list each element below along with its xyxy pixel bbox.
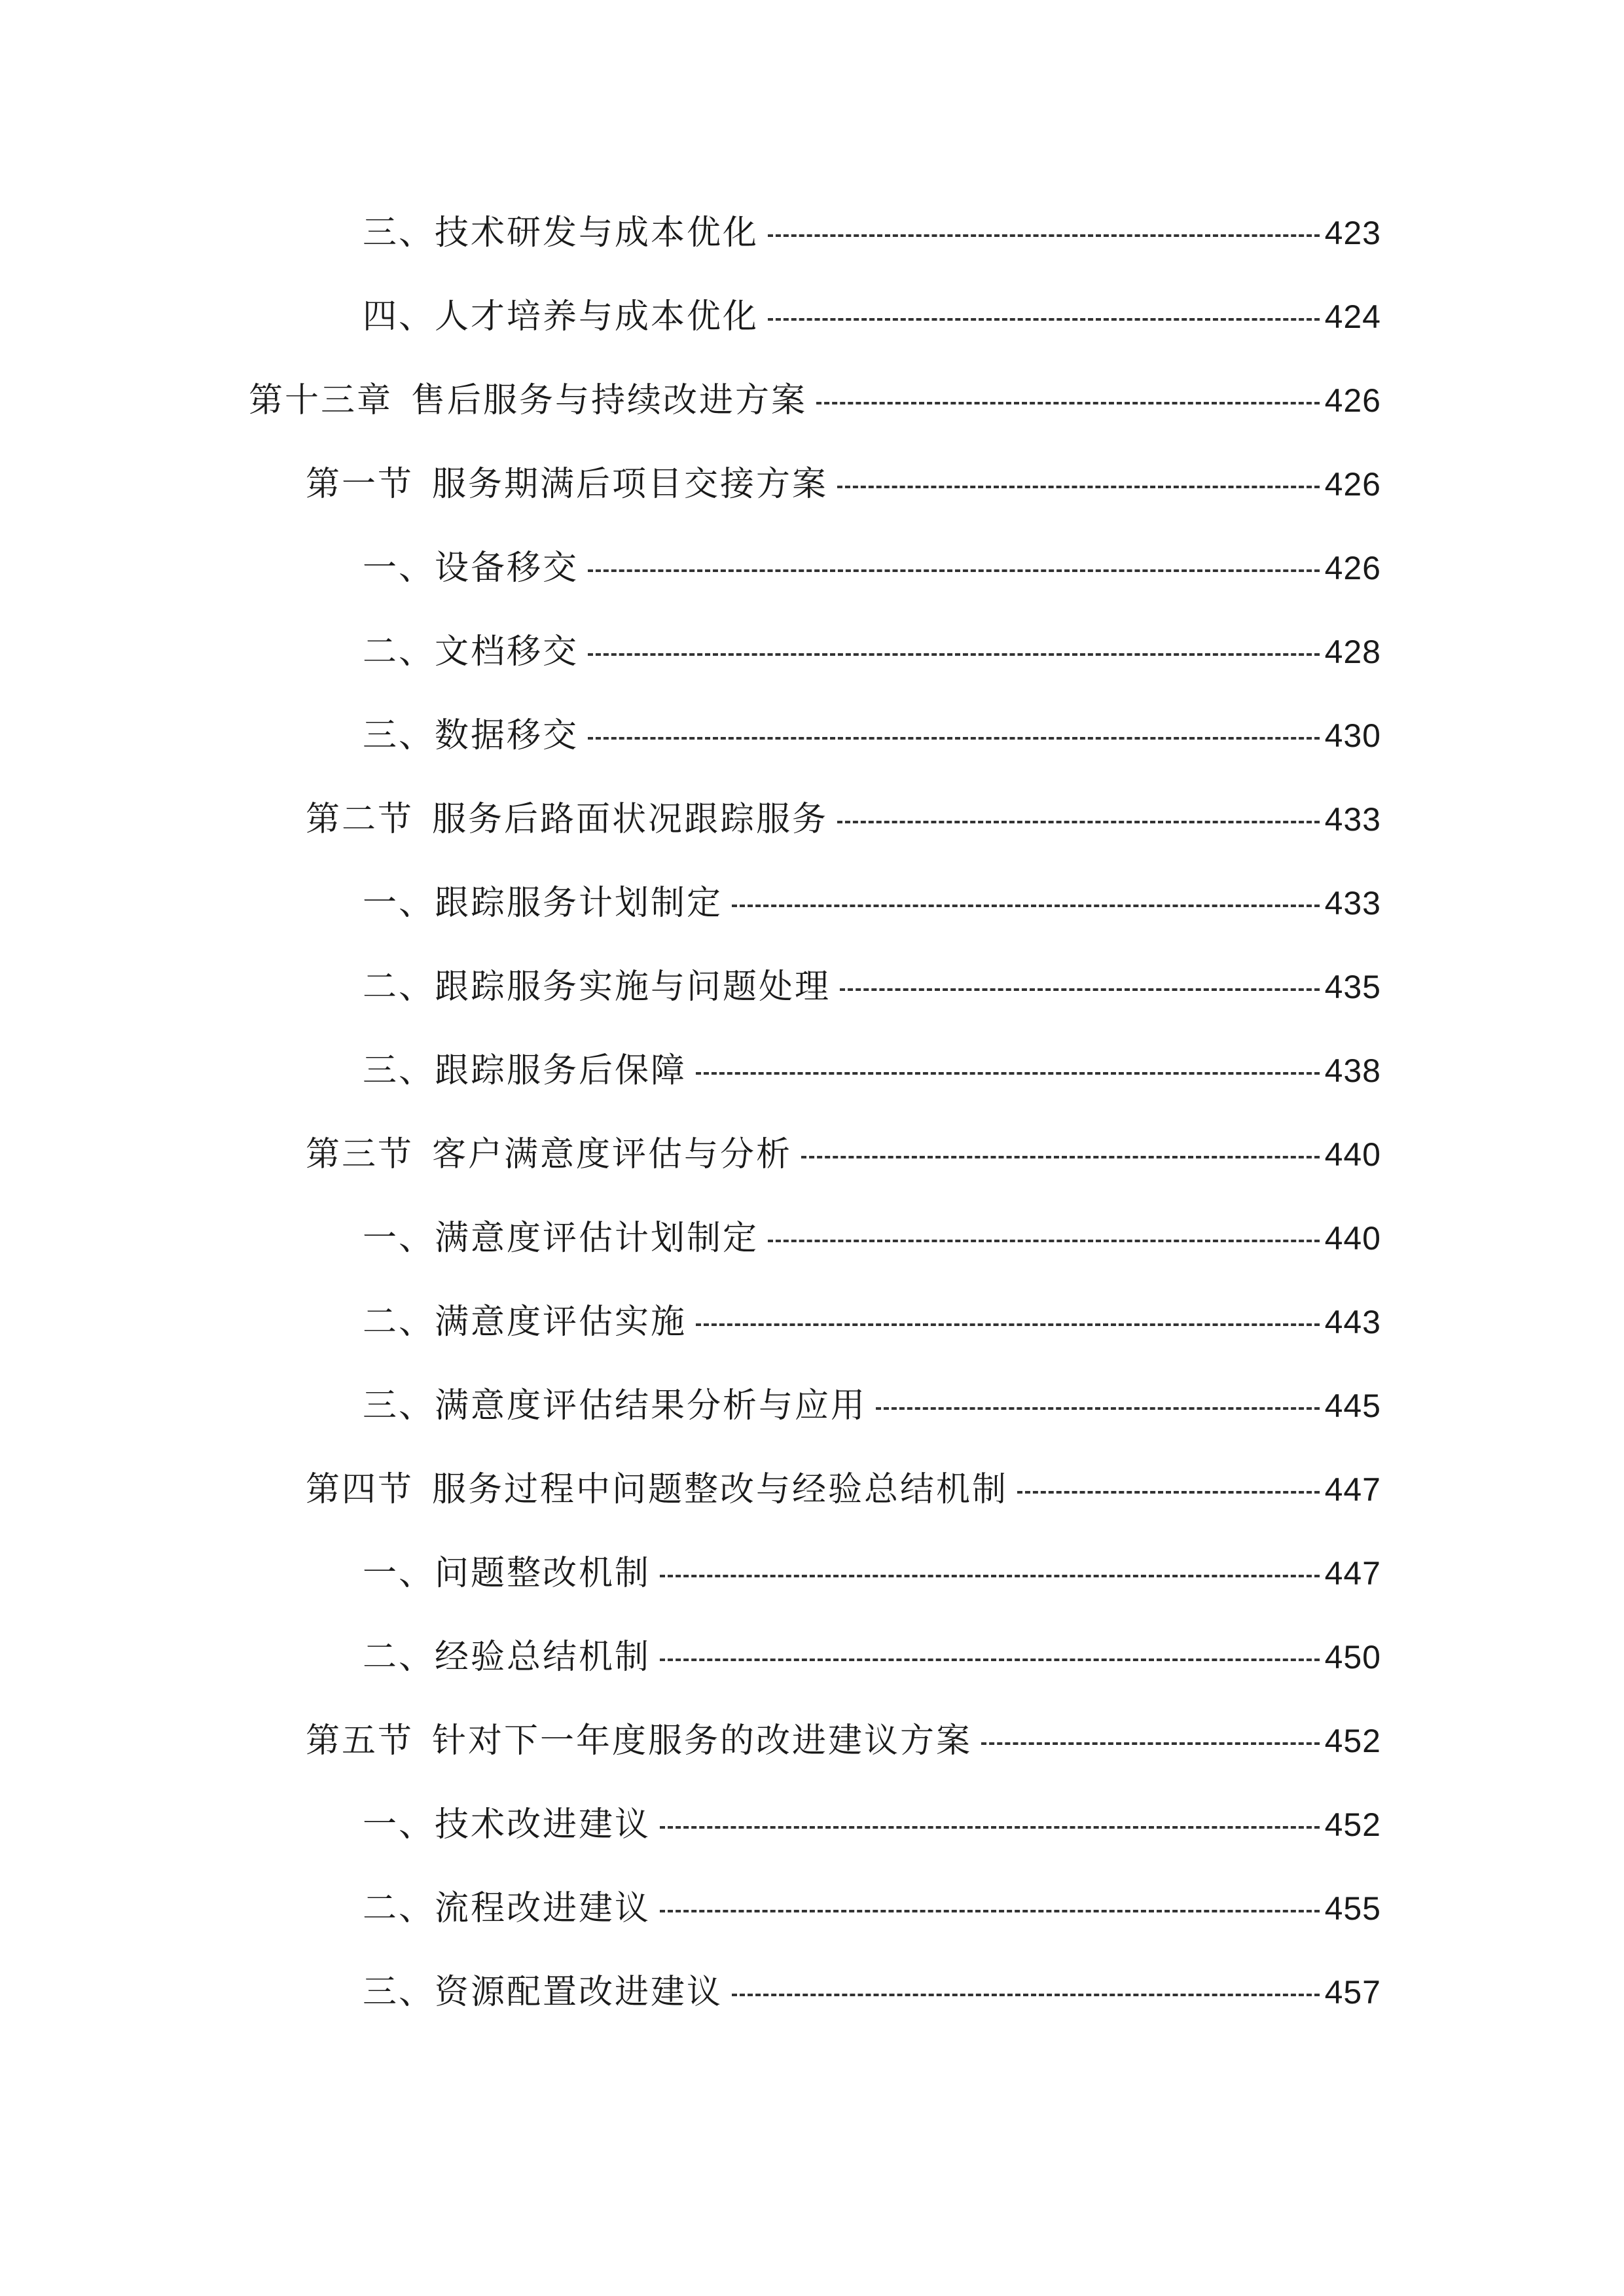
toc-dot-leader bbox=[660, 1659, 1320, 1661]
toc-entry-text: 跟踪服务后保障 bbox=[435, 1051, 687, 1090]
toc-entry-title bbox=[363, 1542, 651, 1605]
toc-entry-title bbox=[363, 1207, 759, 1270]
toc-entry-title bbox=[363, 1877, 651, 1940]
toc-entry-text: 服务后路面状况跟踪服务 bbox=[432, 800, 829, 839]
toc-dot-leader bbox=[588, 653, 1320, 656]
toc-entry-prefix: 一、 bbox=[363, 1805, 435, 1844]
toc-page-number: 430 bbox=[1324, 717, 1381, 754]
toc-entry-section[interactable] bbox=[306, 1123, 1381, 1186]
toc-entry-title bbox=[306, 453, 828, 516]
toc-page-number: 426 bbox=[1324, 382, 1381, 419]
toc-entry-prefix: 一、 bbox=[363, 1554, 435, 1593]
toc-entry-prefix: 四、 bbox=[363, 297, 435, 336]
toc-entry-text: 满意度评估结果分析与应用 bbox=[435, 1386, 867, 1426]
toc-entry[interactable] bbox=[363, 537, 1381, 600]
toc-dot-leader bbox=[837, 821, 1320, 823]
toc-entry-section[interactable] bbox=[306, 1710, 1381, 1772]
toc-entry-title bbox=[363, 537, 579, 600]
toc-entry-prefix: 一、 bbox=[363, 548, 435, 588]
toc-dot-leader bbox=[732, 905, 1320, 907]
toc-entry-section[interactable] bbox=[306, 788, 1381, 851]
toc-dot-leader bbox=[768, 1240, 1320, 1242]
toc-page-number: 447 bbox=[1324, 1555, 1381, 1592]
toc-dot-leader bbox=[837, 486, 1320, 488]
toc-dot-leader bbox=[588, 569, 1320, 572]
toc-entry-prefix: 二、 bbox=[363, 1302, 435, 1342]
toc-entry[interactable] bbox=[363, 704, 1381, 767]
toc-dot-leader bbox=[816, 402, 1320, 404]
toc-entry-section[interactable] bbox=[306, 1458, 1381, 1521]
toc-entry-title bbox=[363, 285, 759, 348]
toc-entry-chapter[interactable] bbox=[249, 369, 1381, 432]
toc-entry-prefix: 二、 bbox=[363, 967, 435, 1007]
toc-page-number: 438 bbox=[1324, 1052, 1381, 1089]
toc-entry[interactable] bbox=[363, 285, 1381, 348]
toc-entry-prefix: 第一节 bbox=[306, 465, 414, 504]
toc-entry[interactable] bbox=[363, 872, 1381, 935]
toc-page-number: 457 bbox=[1324, 1974, 1381, 2011]
toc-page-number: 433 bbox=[1324, 801, 1381, 838]
toc-dot-leader bbox=[660, 1910, 1320, 1912]
toc-entry-prefix: 第五节 bbox=[306, 1721, 414, 1761]
toc-entry-title bbox=[306, 1458, 1008, 1521]
toc-entry-text: 问题整改机制 bbox=[435, 1554, 651, 1593]
toc-entry-title bbox=[363, 1961, 723, 2024]
toc-page-number: 435 bbox=[1324, 969, 1381, 1005]
toc-page-number: 433 bbox=[1324, 885, 1381, 922]
toc-entry-title bbox=[306, 788, 828, 851]
toc-entry-text: 跟踪服务计划制定 bbox=[435, 884, 723, 923]
toc-entry[interactable] bbox=[363, 1207, 1381, 1270]
toc-entry-prefix: 一、 bbox=[363, 1219, 435, 1258]
toc-dot-leader bbox=[588, 737, 1320, 740]
toc-dot-leader bbox=[696, 1323, 1320, 1326]
toc-entry-title bbox=[363, 1626, 651, 1689]
toc-entry[interactable] bbox=[363, 1039, 1381, 1102]
toc-entry-text: 技术改进建议 bbox=[435, 1805, 651, 1844]
toc-dot-leader bbox=[768, 234, 1320, 237]
toc-entry-prefix: 二、 bbox=[363, 632, 435, 672]
toc-entry-prefix: 二、 bbox=[363, 1638, 435, 1677]
toc-page-number: 455 bbox=[1324, 1890, 1381, 1927]
toc-entry-text: 满意度评估计划制定 bbox=[435, 1219, 759, 1258]
toc-entry-prefix: 第四节 bbox=[306, 1470, 414, 1509]
toc-dot-leader bbox=[768, 318, 1320, 321]
toc-dot-leader bbox=[660, 1575, 1320, 1577]
toc-page-number: 424 bbox=[1324, 298, 1381, 335]
toc-page-number: 440 bbox=[1324, 1136, 1381, 1173]
toc-dot-leader bbox=[696, 1072, 1320, 1075]
toc-page-number: 423 bbox=[1324, 215, 1381, 251]
toc-entry-prefix: 三、 bbox=[363, 1051, 435, 1090]
toc-entry[interactable] bbox=[363, 1626, 1381, 1689]
toc-entry-text: 服务期满后项目交接方案 bbox=[432, 465, 829, 504]
toc-page-number: 443 bbox=[1324, 1304, 1381, 1340]
toc-entry[interactable] bbox=[363, 1291, 1381, 1354]
toc-entry-prefix: 三、 bbox=[363, 1386, 435, 1426]
toc-entry-title bbox=[363, 956, 831, 1018]
toc-entry-text: 技术研发与成本优化 bbox=[435, 213, 759, 253]
toc-entry-text: 针对下一年度服务的改进建议方案 bbox=[432, 1721, 973, 1761]
toc-page-number: 428 bbox=[1324, 634, 1381, 670]
toc-dot-leader bbox=[840, 988, 1320, 991]
toc-entry-title bbox=[363, 1291, 687, 1354]
toc-entry-section[interactable] bbox=[306, 453, 1381, 516]
toc-entry-title bbox=[306, 1710, 972, 1772]
toc-entry-text: 数据移交 bbox=[435, 716, 579, 755]
toc-entry-text: 人才培养与成本优化 bbox=[435, 297, 759, 336]
toc-entry-title bbox=[363, 620, 579, 683]
toc-entry-title bbox=[363, 202, 759, 264]
toc-page-number: 450 bbox=[1324, 1639, 1381, 1676]
toc-entry-prefix: 二、 bbox=[363, 1889, 435, 1928]
toc-entry[interactable] bbox=[363, 1793, 1381, 1856]
toc-entry-text: 设备移交 bbox=[435, 548, 579, 588]
toc-entry-prefix: 第三节 bbox=[306, 1135, 414, 1174]
toc-dot-leader bbox=[981, 1742, 1320, 1745]
toc-entry-prefix: 一、 bbox=[363, 884, 435, 923]
toc-entry[interactable] bbox=[363, 620, 1381, 683]
toc-entry-prefix: 三、 bbox=[363, 716, 435, 755]
toc-entry-prefix: 第二节 bbox=[306, 800, 414, 839]
toc-entry-prefix: 三、 bbox=[363, 1973, 435, 2012]
toc-dot-leader bbox=[801, 1156, 1320, 1158]
toc-entry-title bbox=[363, 704, 579, 767]
toc-entry-title bbox=[306, 1123, 792, 1186]
toc-entry-title bbox=[363, 1793, 651, 1856]
toc-entry[interactable] bbox=[363, 1877, 1381, 1940]
toc-dot-leader bbox=[732, 1994, 1320, 1996]
toc-entry-prefix: 第十三章 bbox=[249, 381, 393, 420]
toc-entry-prefix: 三、 bbox=[363, 213, 435, 253]
toc-entry[interactable] bbox=[363, 1961, 1381, 2024]
toc-entry-text: 跟踪服务实施与问题处理 bbox=[435, 967, 831, 1007]
toc-entry-text: 服务过程中问题整改与经验总结机制 bbox=[432, 1470, 1009, 1509]
toc-entry-text: 售后服务与持续改进方案 bbox=[411, 381, 808, 420]
toc-entry-title bbox=[249, 369, 807, 432]
toc-entry-title bbox=[363, 1039, 687, 1102]
toc-page-number: 426 bbox=[1324, 466, 1381, 503]
toc-entry[interactable] bbox=[363, 1374, 1381, 1437]
toc-entry-text: 流程改进建议 bbox=[435, 1889, 651, 1928]
toc-entry-text: 客户满意度评估与分析 bbox=[432, 1135, 793, 1174]
toc-page-number: 452 bbox=[1324, 1723, 1381, 1759]
toc-entry-text: 满意度评估实施 bbox=[435, 1302, 687, 1342]
toc-entry[interactable] bbox=[363, 202, 1381, 264]
toc-page-number: 452 bbox=[1324, 1806, 1381, 1843]
toc-page-number: 445 bbox=[1324, 1388, 1381, 1424]
toc-entry-title bbox=[363, 872, 723, 935]
toc-dot-leader bbox=[660, 1826, 1320, 1829]
toc-dot-leader bbox=[876, 1407, 1320, 1410]
toc-entry-text: 文档移交 bbox=[435, 632, 579, 672]
toc-entry-text: 经验总结机制 bbox=[435, 1638, 651, 1677]
toc-entry-title bbox=[363, 1374, 867, 1437]
toc-page-number: 426 bbox=[1324, 550, 1381, 586]
toc-page-number: 440 bbox=[1324, 1220, 1381, 1257]
toc-page-number: 447 bbox=[1324, 1471, 1381, 1508]
toc-entry-text: 资源配置改进建议 bbox=[435, 1973, 723, 2012]
toc-dot-leader bbox=[1017, 1491, 1320, 1494]
toc-entry[interactable] bbox=[363, 1542, 1381, 1605]
toc-entry[interactable] bbox=[363, 956, 1381, 1018]
